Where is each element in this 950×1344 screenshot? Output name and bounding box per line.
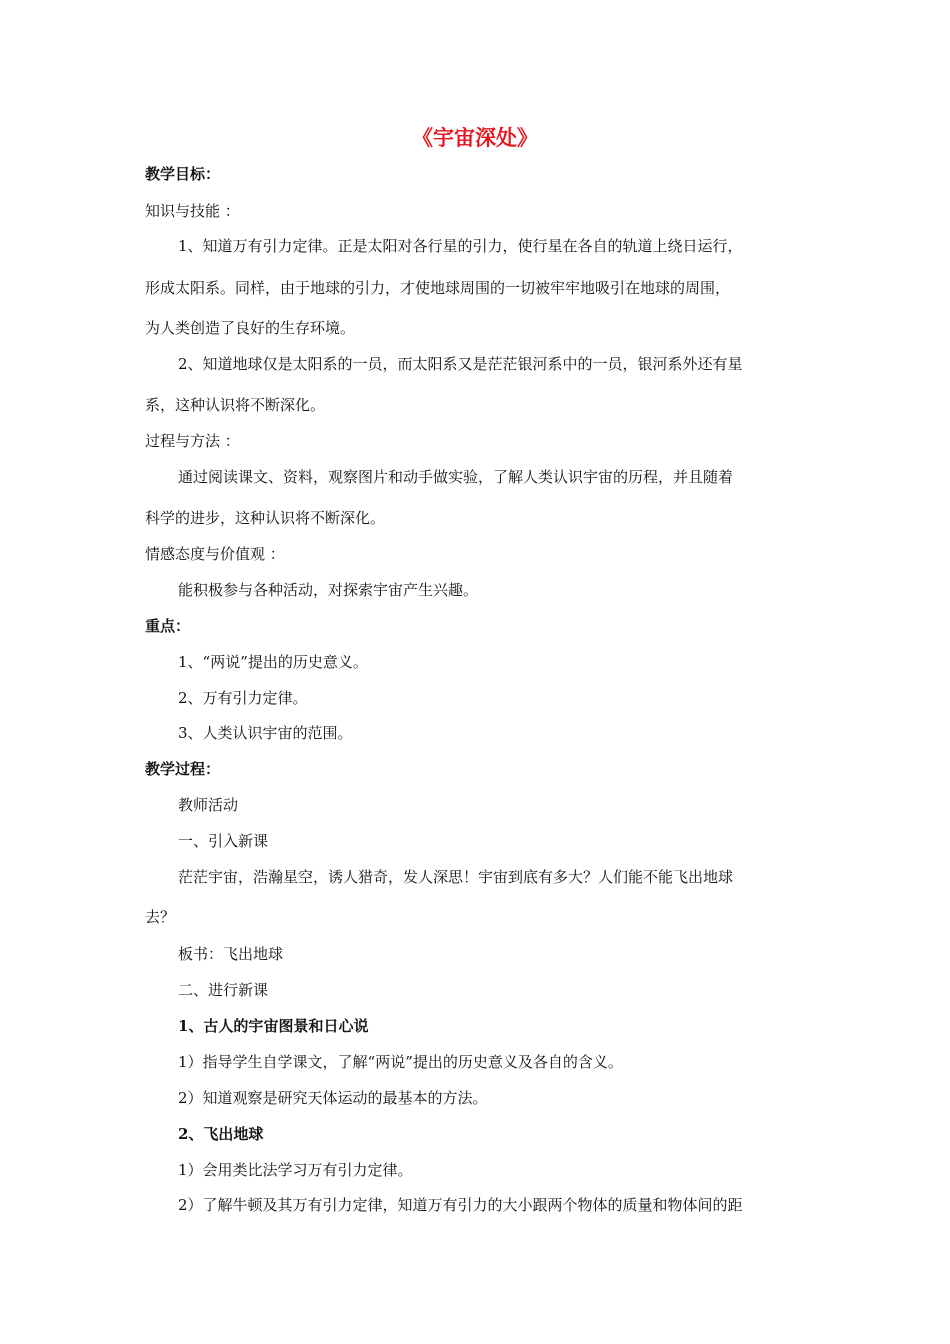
list-item: 1）会用类比法学习万有引力定律。 (178, 1161, 413, 1179)
paragraph-line: 板书：飞出地球 (178, 945, 284, 963)
paragraph-line: 系，这种认识将不断深化。 (145, 396, 326, 414)
list-item: 2）了解牛顿及其万有引力定律，知道万有引力的大小跟两个物体的质量和物体间的距 (178, 1196, 743, 1214)
list-item: 2、万有引力定律。 (178, 689, 308, 707)
paragraph-line: 教师活动 (178, 796, 239, 814)
subheading-attitude-values: 情感态度与价值观 ： (145, 545, 285, 563)
heading-key-points: 重点： (145, 617, 191, 635)
paragraph-line: 一、引入新课 (178, 832, 269, 850)
heading-teaching-goals: 教学目标： (145, 165, 221, 183)
heading-teaching-process: 教学过程： (145, 760, 221, 778)
list-item: 3、人类认识宇宙的范围。 (178, 724, 353, 742)
paragraph-line: 去？ (145, 908, 176, 926)
paragraph-line: 形成太阳系。同样，由于地球的引力，才使地球周围的一切被牢牢地吸引在地球的周围， (145, 279, 731, 297)
list-item: 1）指导学生自学课文，了解“两说”提出的历史意义及各自的含义。 (178, 1053, 623, 1071)
paragraph-line: 为人类创造了良好的生存环境。 (145, 319, 356, 337)
paragraph-line: 2、知道地球仅是太阳系的一员，而太阳系又是茫茫银河系中的一员，银河系外还有星 (178, 355, 743, 373)
paragraph-line: 二、进行新课 (178, 981, 269, 999)
document-title: 《宇宙深处》 (412, 125, 538, 150)
paragraph-line: 茫茫宇宙，浩瀚星空，诱人猎奇，发人深思！宇宙到底有多大？人们能不能飞出地球 (178, 868, 734, 886)
list-item: 2）知道观察是研究天体运动的最基本的方法。 (178, 1089, 488, 1107)
section-heading: 2、飞出地球 (178, 1125, 264, 1143)
subheading-knowledge-skills: 知识与技能 ： (145, 202, 240, 220)
paragraph-line: 能积极参与各种活动，对探索宇宙产生兴趣。 (178, 581, 479, 599)
paragraph-line: 通过阅读课文、资料，观察图片和动手做实验，了解人类认识宇宙的历程，并且随着 (178, 468, 734, 486)
paragraph-line: 科学的进步，这种认识将不断深化。 (145, 509, 386, 527)
section-heading: 1、古人的宇宙图景和日心说 (178, 1017, 369, 1035)
subheading-process-methods: 过程与方法 ： (145, 432, 240, 450)
paragraph-line: 1、知道万有引力定律。正是太阳对各行星的引力，使行星在各自的轨道上绕日运行， (178, 237, 743, 255)
list-item: 1、“两说”提出的历史意义。 (178, 653, 368, 671)
